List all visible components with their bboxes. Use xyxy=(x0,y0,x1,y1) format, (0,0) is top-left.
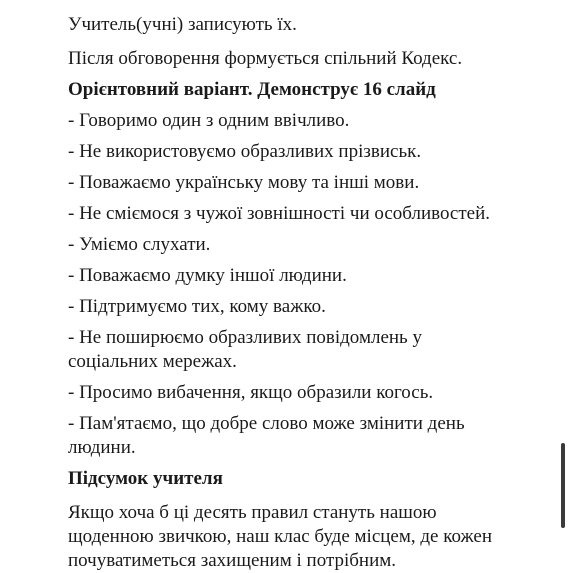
rule-item: - Уміємо слухати. xyxy=(68,234,211,255)
vertical-scrollbar[interactable] xyxy=(561,443,565,528)
text-line: Учитель(учні) записують їх. xyxy=(68,14,297,35)
rule-item: - Поважаємо українську мову та інші мови. xyxy=(68,172,420,193)
paragraph-line: Якщо хоча б ці десять правил стануть нашою xyxy=(68,502,437,523)
rule-item: - Просимо вибачення, якщо образили когось. xyxy=(68,382,434,403)
rule-item-continuation: людини. xyxy=(68,437,136,458)
document-content xyxy=(68,0,538,573)
rule-item: - Не використовуємо образливих прізвиськ. xyxy=(68,141,422,162)
text-line: Після обговорення формується спільний Кодекс. xyxy=(68,48,463,69)
rule-item: - Не сміємося з чужої зовнішності чи особливостей. xyxy=(68,203,491,224)
section-heading: Орієнтовний варіант. Демонструє 16 слайд xyxy=(68,79,436,100)
rule-item: - Поважаємо думку іншої людини. xyxy=(68,265,347,286)
text-line xyxy=(68,0,538,3)
paragraph-line: щоденною звичкою, наш клас буде місцем, де кожен xyxy=(68,526,493,547)
paragraph-line: почуватиметься захищеним і потрібним. xyxy=(68,550,397,571)
rule-item: - Не поширюємо образливих повідомлень у xyxy=(68,327,422,348)
rule-item: - Підтримуємо тих, кому важко. xyxy=(68,296,326,317)
rule-item-continuation: соціальних мережах. xyxy=(68,351,237,372)
rule-item: - Говоримо один з одним ввічливо. xyxy=(68,110,350,131)
rule-item: - Пам'ятаємо, що добре слово може змінити день xyxy=(68,413,465,434)
section-heading: Підсумок учителя xyxy=(68,468,223,489)
